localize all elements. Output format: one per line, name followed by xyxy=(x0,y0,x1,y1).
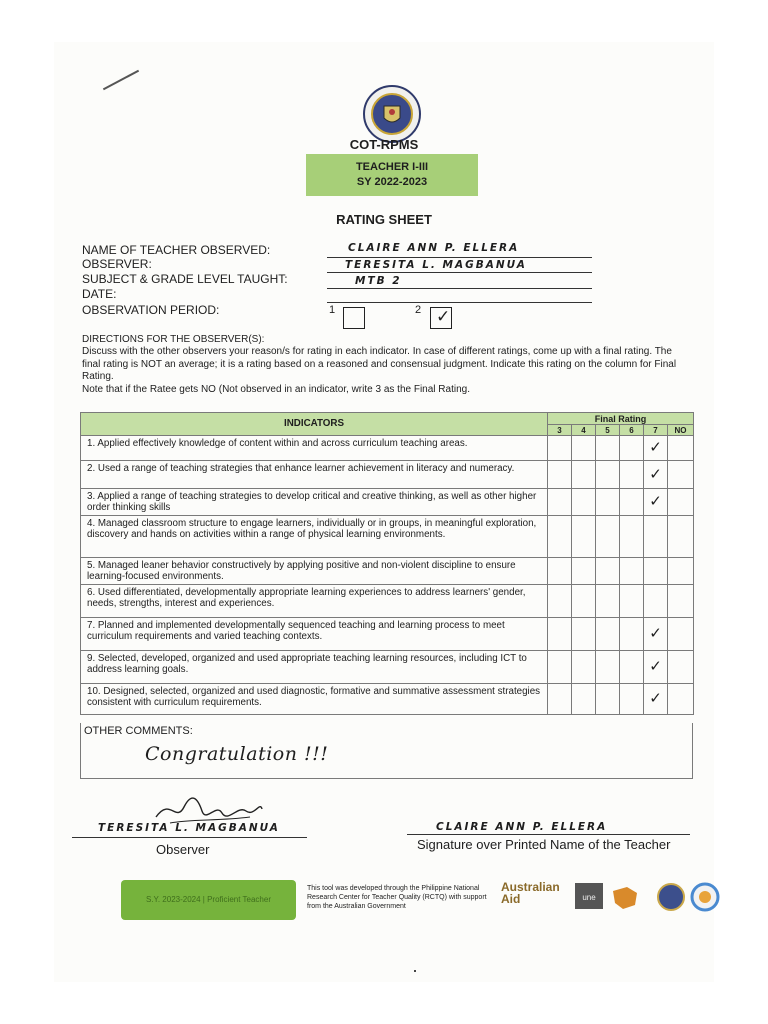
date-label: DATE: xyxy=(82,287,117,301)
rating-cell-3[interactable] xyxy=(548,651,572,684)
rating-cell-7[interactable] xyxy=(644,436,668,461)
rating-sheet-title: RATING SHEET xyxy=(336,212,432,227)
period-2-label: 2 xyxy=(415,304,422,316)
rating-cell-4[interactable] xyxy=(572,684,596,715)
footer-credit: This tool was developed through the Philippine National Research Center for Teacher Quality (RCTQ) with support from the Australian Government xyxy=(307,885,487,910)
rating-cell-7[interactable] xyxy=(644,651,668,684)
comments-box xyxy=(80,723,693,779)
indicator-text: 2. Used a range of teaching strategies that enhance learner achievement in literacy and numeracy. xyxy=(87,463,515,474)
table-row xyxy=(81,461,694,489)
rating-cell-no[interactable] xyxy=(668,516,694,558)
observer-signature-line xyxy=(72,837,307,838)
seal-logo-icon xyxy=(658,884,684,910)
rating-cell-4[interactable] xyxy=(572,558,596,585)
teacher-signature-line xyxy=(407,834,690,835)
teacher-name-value: CLAIRE ANN P. ELLERA xyxy=(348,242,520,254)
rating-cell-5[interactable] xyxy=(596,489,620,516)
observer-value: TERESITA L. MAGBANUA xyxy=(345,259,527,271)
col-header-6: 6 xyxy=(620,425,644,436)
indicator-text: 4. Managed classroom structure to engage learners, individually or in groups, in meaningful exploration, discovery and hands on activities within a range of physical learning environments. xyxy=(87,518,537,541)
observer-line xyxy=(327,272,592,273)
indicator-cell xyxy=(81,558,548,585)
indicator-cell xyxy=(81,585,548,618)
rating-cell-4[interactable] xyxy=(572,489,596,516)
rating-cell-5[interactable] xyxy=(596,684,620,715)
rating-cell-7[interactable] xyxy=(644,684,668,715)
table-row xyxy=(81,618,694,651)
table-row xyxy=(81,558,694,585)
form-title: COT-RPMS xyxy=(349,137,419,152)
rating-cell-no[interactable] xyxy=(668,461,694,489)
rating-cell-no[interactable] xyxy=(668,558,694,585)
rating-cell-4[interactable] xyxy=(572,585,596,618)
indicator-cell xyxy=(81,516,548,558)
rating-cell-4[interactable] xyxy=(572,651,596,684)
indicator-cell xyxy=(81,436,548,461)
australian-aid-logo xyxy=(501,881,560,905)
indicator-text: 10. Designed, selected, organized and used diagnostic, formative and summative assessment strategies consistent with curriculum requirements. xyxy=(87,686,541,709)
observation-period-label: OBSERVATION PERIOD: xyxy=(82,303,220,317)
rating-cell-7[interactable] xyxy=(644,618,668,651)
teacher-printed-name: CLAIRE ANN P. ELLERA xyxy=(436,821,608,833)
rating-cell-no[interactable] xyxy=(668,489,694,516)
period-1-label: 1 xyxy=(329,304,336,316)
comments-text: Congratulation !!! xyxy=(145,743,329,765)
col-header-no: NO xyxy=(668,425,694,436)
comments-label: OTHER COMMENTS: xyxy=(84,725,193,737)
rctq-logo-core xyxy=(699,891,711,903)
observer-caption: Observer xyxy=(156,842,210,857)
speck xyxy=(414,970,416,972)
aus-aid-line2: Aid xyxy=(501,892,521,906)
footer-badge: S.Y. 2023-2024 | Proficient Teacher xyxy=(121,880,296,920)
rating-cell-no[interactable] xyxy=(668,436,694,461)
rating-cell-3[interactable] xyxy=(548,558,572,585)
table-row xyxy=(81,489,694,516)
check-icon: ✓ xyxy=(649,689,662,708)
rating-cell-5[interactable] xyxy=(596,651,620,684)
rating-cell-4[interactable] xyxy=(572,461,596,489)
observer-printed-name: TERESITA L. MAGBANUA xyxy=(98,822,280,834)
australia-map-icon xyxy=(613,887,637,909)
final-rating-header: Final Rating xyxy=(548,413,694,425)
indicator-text: 3. Applied a range of teaching strategies to develop critical and creative thinking, as well as other higher order thinking skills xyxy=(87,491,537,514)
indicator-cell xyxy=(81,489,548,516)
check-icon: ✓ xyxy=(649,492,662,511)
table-row xyxy=(81,684,694,715)
rating-cell-6[interactable] xyxy=(620,651,644,684)
col-header-5: 5 xyxy=(596,425,620,436)
rating-cell-7[interactable] xyxy=(644,516,668,558)
indicator-text: 5. Managed leaner behavior constructively by applying positive and non-violent discipline to ensure learning-focused environments. xyxy=(87,560,516,583)
rating-cell-3[interactable] xyxy=(548,585,572,618)
check-icon: ✓ xyxy=(649,464,662,483)
rating-cell-4[interactable] xyxy=(572,516,596,558)
rating-cell-7[interactable] xyxy=(644,461,668,489)
rating-cell-5[interactable] xyxy=(596,558,620,585)
indicator-cell xyxy=(81,684,548,715)
date-line xyxy=(327,302,592,303)
indicators-header: INDICATORS xyxy=(81,413,548,436)
rating-cell-6[interactable] xyxy=(620,618,644,651)
rating-cell-6[interactable] xyxy=(620,684,644,715)
rating-cell-3[interactable] xyxy=(548,436,572,461)
rating-cell-4[interactable] xyxy=(572,618,596,651)
rating-cell-6[interactable] xyxy=(620,461,644,489)
rating-cell-4[interactable] xyxy=(572,436,596,461)
indicator-text: 6. Used differentiated, developmentally appropriate learning experiences to address learners' gender, needs, strengths, interest and experiences. xyxy=(87,587,526,610)
period-1-checkbox[interactable] xyxy=(343,307,365,329)
rating-cell-no[interactable] xyxy=(668,651,694,684)
rating-cell-6[interactable] xyxy=(620,489,644,516)
rating-cell-5[interactable] xyxy=(596,436,620,461)
directions-title: DIRECTIONS FOR THE OBSERVER(S): xyxy=(82,334,265,345)
check-icon: ✓ xyxy=(436,307,451,327)
rating-cell-3[interactable] xyxy=(548,516,572,558)
rating-cell-3[interactable] xyxy=(548,461,572,489)
directions-block xyxy=(82,334,692,396)
check-icon: ✓ xyxy=(649,657,662,676)
table-row xyxy=(81,585,694,618)
period-2-checkbox[interactable] xyxy=(430,307,452,329)
rating-cell-6[interactable] xyxy=(620,585,644,618)
indicator-cell xyxy=(81,618,548,651)
teacher-level: TEACHER I-III xyxy=(355,161,429,173)
subject-value: MTB 2 xyxy=(355,275,402,287)
indicator-cell xyxy=(81,461,548,489)
teacher-name-line xyxy=(327,257,592,258)
school-year: SY 2022-2023 xyxy=(356,176,428,188)
rating-cell-6[interactable] xyxy=(620,516,644,558)
teacher-level-box xyxy=(306,154,478,196)
table-row xyxy=(81,651,694,684)
rating-cell-5[interactable] xyxy=(596,618,620,651)
col-header-4: 4 xyxy=(572,425,596,436)
observer-label: OBSERVER: xyxy=(82,257,152,271)
rating-cell-no[interactable] xyxy=(668,618,694,651)
subject-label: SUBJECT & GRADE LEVEL TAUGHT: xyxy=(82,272,288,286)
rating-cell-no[interactable] xyxy=(668,684,694,715)
rating-cell-5[interactable] xyxy=(596,516,620,558)
table-row xyxy=(81,436,694,461)
rating-cell-6[interactable] xyxy=(620,436,644,461)
rating-cell-7[interactable] xyxy=(644,558,668,585)
indicator-cell xyxy=(81,651,548,684)
rating-cell-3[interactable] xyxy=(548,618,572,651)
rating-cell-5[interactable] xyxy=(596,585,620,618)
rating-cell-3[interactable] xyxy=(548,489,572,516)
col-header-7: 7 xyxy=(644,425,668,436)
check-icon: ✓ xyxy=(649,624,662,643)
subject-line xyxy=(327,288,592,289)
rating-cell-3[interactable] xyxy=(548,684,572,715)
rating-cell-5[interactable] xyxy=(596,461,620,489)
teacher-name-label: NAME OF TEACHER OBSERVED: xyxy=(82,243,271,257)
une-logo-text: une xyxy=(582,893,596,902)
indicator-text: 7. Planned and implemented developmentally sequenced teaching and learning process to meet curriculum requirements and varied teaching contexts. xyxy=(87,620,505,643)
directions-note: Note that if the Ratee gets NO (Not observed in an indicator, write 3 as the Final Rating. xyxy=(82,383,470,395)
directions-body: Discuss with the other observers your reason/s for rating in each indicator. In case of different ratings, come up with a final rating. The final rating is NOT an average; it is a rating based on a reasoned and consensual judgment. Indicate this rating on the column for Final Rating. xyxy=(82,346,677,383)
aus-aid-line1: Australian xyxy=(501,880,560,894)
deped-seal-icon xyxy=(362,84,422,144)
indicator-text: 1. Applied effectively knowledge of content within and across curriculum teaching areas. xyxy=(87,438,468,449)
table-row xyxy=(81,516,694,558)
partner-logos xyxy=(575,881,725,913)
teacher-caption: Signature over Printed Name of the Teacher xyxy=(417,837,671,852)
indicator-text: 9. Selected, developed, organized and used appropriate teaching learning resources, including ICT to address learning goals. xyxy=(87,653,527,676)
rating-cell-no[interactable] xyxy=(668,585,694,618)
rating-cell-7[interactable] xyxy=(644,489,668,516)
rating-cell-7[interactable] xyxy=(644,585,668,618)
rating-table xyxy=(80,412,694,715)
check-icon: ✓ xyxy=(649,438,662,457)
col-header-3: 3 xyxy=(548,425,572,436)
rating-cell-6[interactable] xyxy=(620,558,644,585)
